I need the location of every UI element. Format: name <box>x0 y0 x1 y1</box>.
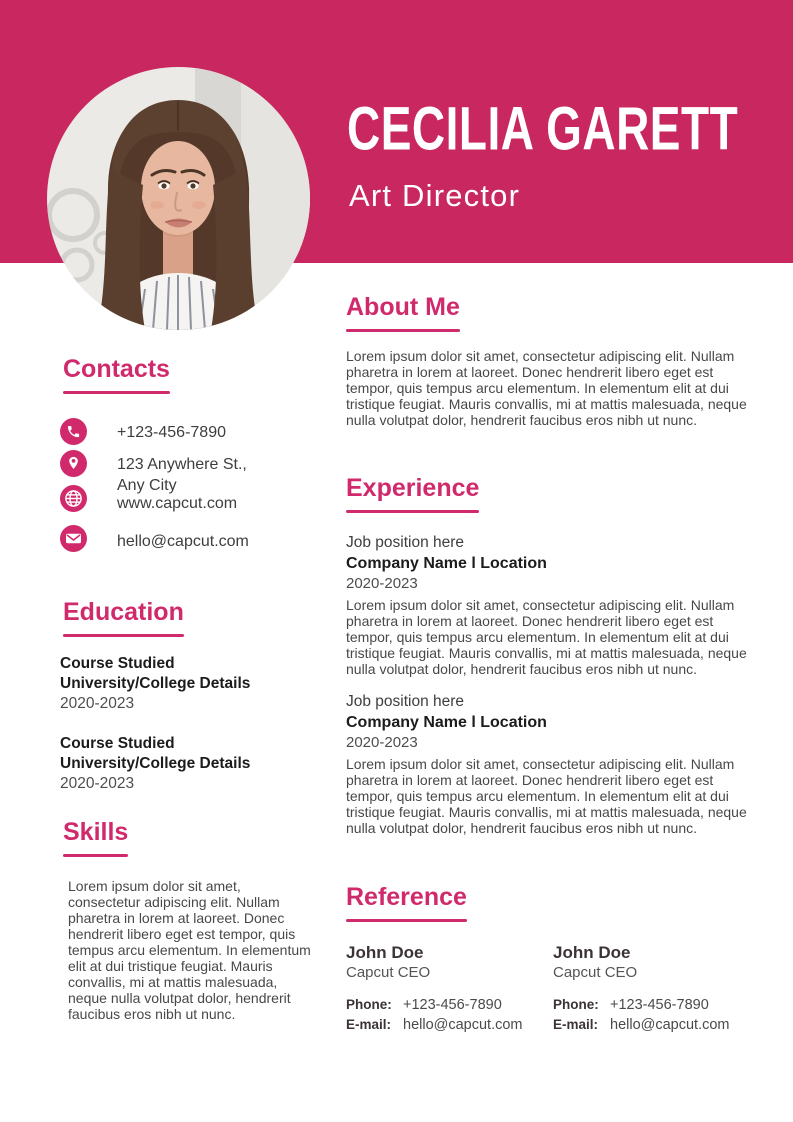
reference-email-line <box>346 1015 553 1035</box>
profile-photo <box>47 67 310 330</box>
reference-contact <box>553 995 760 1035</box>
education-years: 2020-2023 <box>60 774 135 792</box>
contacts-section <box>60 356 326 566</box>
skills-section <box>60 819 326 1022</box>
phone-label: Phone: <box>553 996 599 1012</box>
email-label: E-mail: <box>553 1016 599 1032</box>
job-position: Job position here <box>346 692 465 710</box>
email-label: E-mail: <box>346 1016 392 1032</box>
contact-row-phone <box>60 418 226 445</box>
email-icon <box>60 525 87 552</box>
contact-row-email <box>60 525 249 552</box>
reference-role: Capcut CEO <box>346 963 431 981</box>
contact-phone-value: +123-456-7890 <box>117 424 226 441</box>
reference-email-line <box>553 1015 760 1035</box>
experience-section <box>346 475 748 836</box>
job-description: Lorem ipsum dolor sit amet, consectetur adipiscing elit. Nullam pharetra in lorem at laoreet. Donec hendrerit libero eget est tempor, quis tempus arcu elementum. In elementum elit at dui tristique feugiat. Mauris convallis, mi at mattis malesuada, neque nulla volutpat dolor, hendrerit faucibus eros nibh ut nunc. <box>346 755 747 836</box>
experience-job <box>346 691 748 836</box>
job-company: Company Name l Location <box>346 713 547 731</box>
reference-name: John Doe <box>346 942 424 962</box>
contact-row-website <box>60 485 237 514</box>
phone-icon <box>60 418 87 445</box>
job-years: 2020-2023 <box>346 733 418 751</box>
reference-heading: Reference <box>346 884 467 922</box>
phone-label: Phone: <box>346 996 392 1012</box>
globe-icon <box>60 485 87 512</box>
contact-email-value: hello@capcut.com <box>117 533 249 550</box>
education-years: 2020-2023 <box>60 694 135 712</box>
about-heading: About Me <box>346 294 460 332</box>
reference-phone-line <box>346 995 553 1015</box>
about-text: Lorem ipsum dolor sit amet, consectetur adipiscing elit. Nullam pharetra in lorem at laoreet. Donec hendrerit libero eget est tempor, quis tempus arcu elementum. In elementum elit at dui tristique feugiat. Mauris convallis, mi at mattis malesuada, neque nulla volutpat dolor, hendrerit faucibus eros nibh ut nunc. <box>346 347 747 428</box>
contact-website-value: www.capcut.com <box>117 495 238 512</box>
education-entry <box>60 654 326 714</box>
education-school: University/College Details <box>60 674 251 692</box>
reference-columns <box>346 942 766 1035</box>
experience-job <box>346 532 748 677</box>
education-section <box>60 599 326 794</box>
job-years: 2020-2023 <box>346 574 418 592</box>
reference-section <box>346 884 766 1035</box>
reference-person <box>346 942 553 1035</box>
job-title: Art Director <box>349 178 521 213</box>
reference-name: John Doe <box>553 942 631 962</box>
job-company: Company Name l Location <box>346 554 547 572</box>
contacts-heading: Contacts <box>63 356 170 394</box>
experience-heading: Experience <box>346 475 479 513</box>
job-description: Lorem ipsum dolor sit amet, consectetur adipiscing elit. Nullam pharetra in lorem at laoreet. Donec hendrerit libero eget est tempor, quis tempus arcu elementum. In elementum elit at dui tristique feugiat. Mauris convallis, mi at mattis malesuada, neque nulla volutpat dolor, hendrerit faucibus eros nibh ut nunc. <box>346 596 747 677</box>
education-heading: Education <box>63 599 184 637</box>
location-icon <box>60 450 87 477</box>
job-position: Job position here <box>346 533 465 551</box>
contact-address-value: 123 Anywhere St., Any City <box>117 456 247 494</box>
phone-value: +123-456-7890 <box>403 996 502 1013</box>
education-school: University/College Details <box>60 754 251 772</box>
education-course: Course Studied <box>60 654 175 672</box>
reference-contact <box>346 995 553 1035</box>
about-section <box>346 294 748 442</box>
skills-heading: Skills <box>63 819 128 857</box>
reference-person <box>553 942 760 1035</box>
portrait-illustration <box>47 67 310 330</box>
email-value: hello@capcut.com <box>403 1016 523 1033</box>
skills-text: Lorem ipsum dolor sit amet, consectetur adipiscing elit. Nullam pharetra in lorem at laoreet. Donec hendrerit libero eget est tempor, quis tempus arcu elementum. In elementum elit at dui tristique feugiat. Mauris convallis, mi at mattis malesuada, neque nulla volutpat dolor, hendrerit faucibus eros nibh ut nunc. <box>68 877 311 1022</box>
page-title: CECILIA GARETT <box>347 92 739 163</box>
email-value: hello@capcut.com <box>610 1016 730 1033</box>
education-course: Course Studied <box>60 734 175 752</box>
reference-role: Capcut CEO <box>553 963 638 981</box>
education-entry <box>60 734 326 794</box>
phone-value: +123-456-7890 <box>610 996 709 1013</box>
reference-phone-line <box>553 995 760 1015</box>
